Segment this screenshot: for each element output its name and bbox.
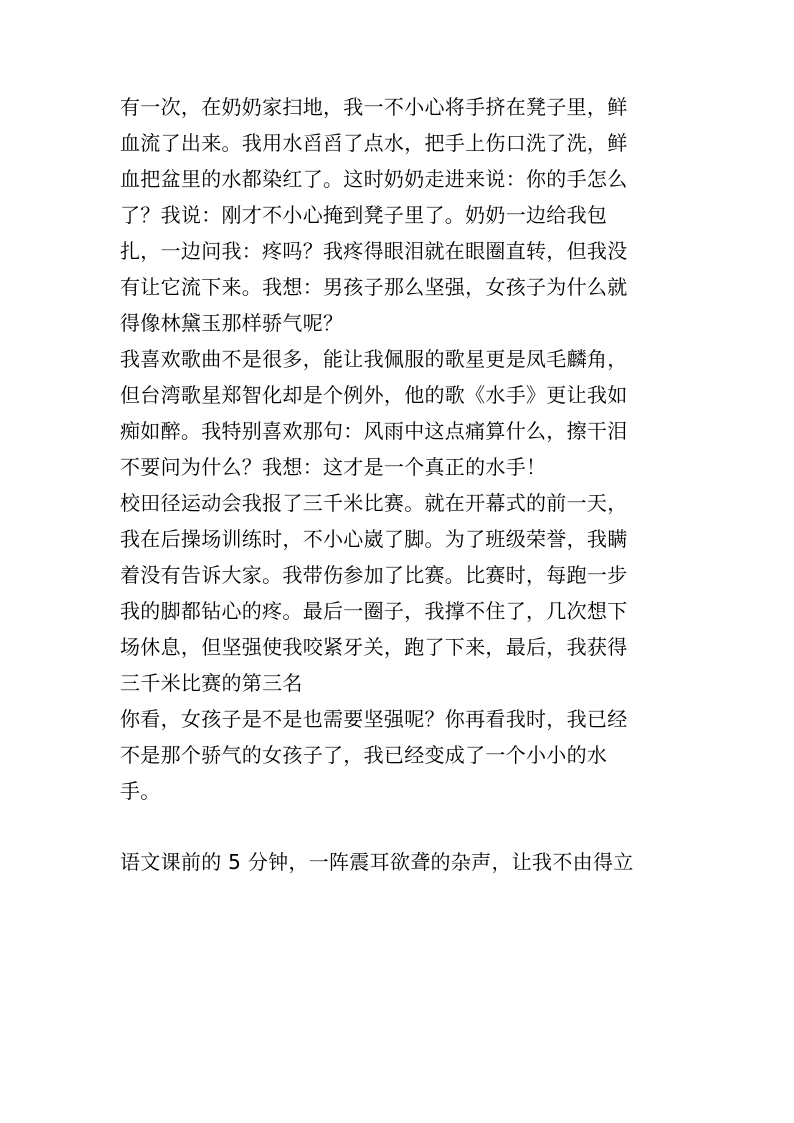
text-line: 语文课前的 5 分钟，一阵震耳欲聋的杂声，让我不由得立 <box>120 850 634 874</box>
text-line: 得像林黛玉那样骄气呢？ <box>120 311 344 335</box>
text-line: 三千米比赛的第三名 <box>120 671 303 695</box>
text-line: 扎，一边问我：疼吗？我疼得眼泪就在眼圈直转，但我没 <box>120 239 628 263</box>
text-line: 有让它流下来。我想：男孩子那么坚强，女孩子为什么就 <box>120 275 628 299</box>
text-line: 手。 <box>120 779 161 803</box>
text-line: 有一次，在奶奶家扫地，我一不小心将手挤在凳子里，鲜 <box>120 95 628 119</box>
text-line: 血流了出来。我用水舀舀了点水，把手上伤口洗了洗，鲜 <box>120 131 628 155</box>
text-line: 我在后操场训练时，不小心崴了脚。为了班级荣誉，我瞒 <box>120 527 628 551</box>
text-line: 我喜欢歌曲不是很多，能让我佩服的歌星更是凤毛麟角， <box>120 347 628 371</box>
text-line: 但台湾歌星郑智化却是个例外，他的歌《水手》更让我如 <box>120 383 628 407</box>
text-line: 痴如醉。我特别喜欢那句：风雨中这点痛算什么，擦干泪 <box>120 419 628 443</box>
text-line: 着没有告诉大家。我带伤参加了比赛。比赛时，每跑一步 <box>120 563 628 587</box>
text-line: 场休息，但坚强使我咬紧牙关，跑了下来，最后，我获得 <box>120 635 628 659</box>
text-line: 不要问为什么？我想：这才是一个真正的水手！ <box>120 455 547 479</box>
text-line: 了？我说：刚才不小心掩到凳子里了。奶奶一边给我包 <box>120 203 608 227</box>
text-line: 你看，女孩子是不是也需要坚强呢？你再看我时，我已经 <box>120 707 628 731</box>
document-page <box>120 89 676 880</box>
text-line: 校田径运动会我报了三千米比赛。就在开幕式的前一天， <box>120 491 628 515</box>
blank-line <box>120 809 676 844</box>
text-line: 我的脚都钻心的疼。最后一圈子，我撑不住了，几次想下 <box>120 599 628 623</box>
text-line: 不是那个骄气的女孩子了，我已经变成了一个小小的水 <box>120 743 608 767</box>
text-line: 血把盆里的水都染红了。这时奶奶走进来说：你的手怎么 <box>120 167 628 191</box>
